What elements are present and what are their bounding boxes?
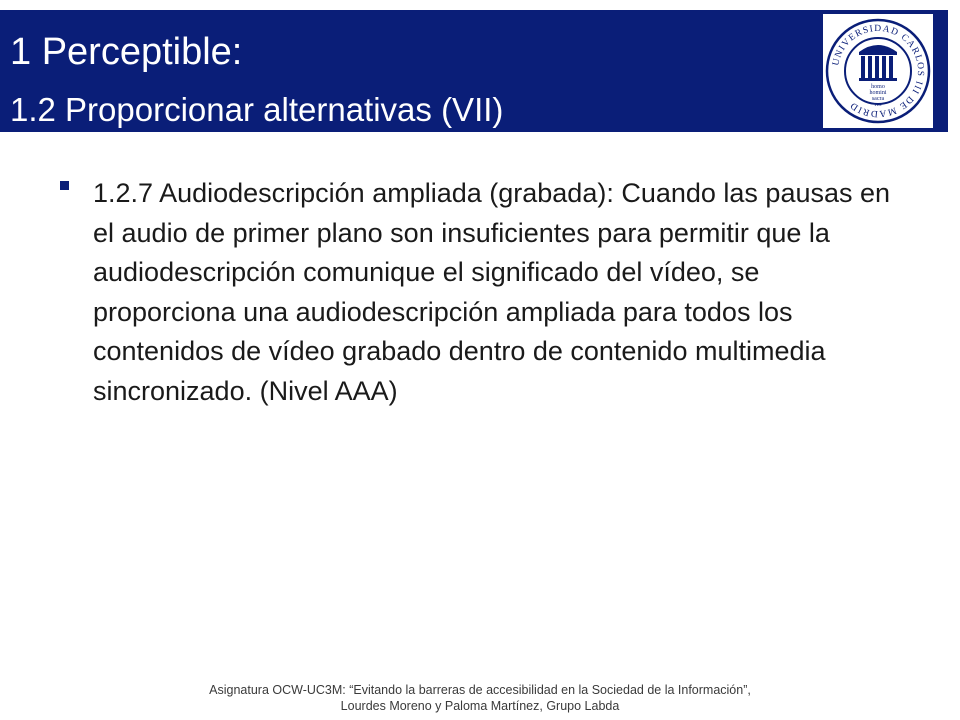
bullet-paragraph: 1.2.7 Audiodescripción ampliada (grabada): Cuando las pausas en el audio de primer plano son insuficientes para permitir que la audiodescripción comunique el significado del vídeo, se proporciona una audiodescripción ampliada para todos los contenidos de vídeo grabado dentro de contenido multimedia sincronizado. (Nivel AAA) — [93, 178, 891, 406]
university-logo — [823, 14, 933, 128]
bullet-icon — [60, 181, 69, 190]
svg-text:homo: homo — [871, 84, 885, 90]
footer-authors: Lourdes Moreno y Paloma Martínez, Grupo Labda — [340, 699, 620, 713]
title-bar — [0, 10, 948, 132]
seal-ring-text: UNIVERSIDAD CARLOS III DE MADRID — [831, 23, 926, 119]
footer-course: Asignatura OCW-UC3M: “Evitando la barreras de accesibilidad en la Sociedad de la Información”, — [209, 683, 751, 697]
slide-body — [60, 174, 900, 411]
svg-text:homini: homini — [869, 90, 887, 96]
university-seal-icon — [823, 14, 933, 128]
slide-title: 1 Perceptible: — [10, 31, 243, 73]
svg-text:res: res — [874, 102, 882, 108]
slide-subtitle: 1.2 Proporcionar alternativas (VII) — [10, 91, 504, 128]
svg-text:sacra: sacra — [871, 96, 885, 102]
